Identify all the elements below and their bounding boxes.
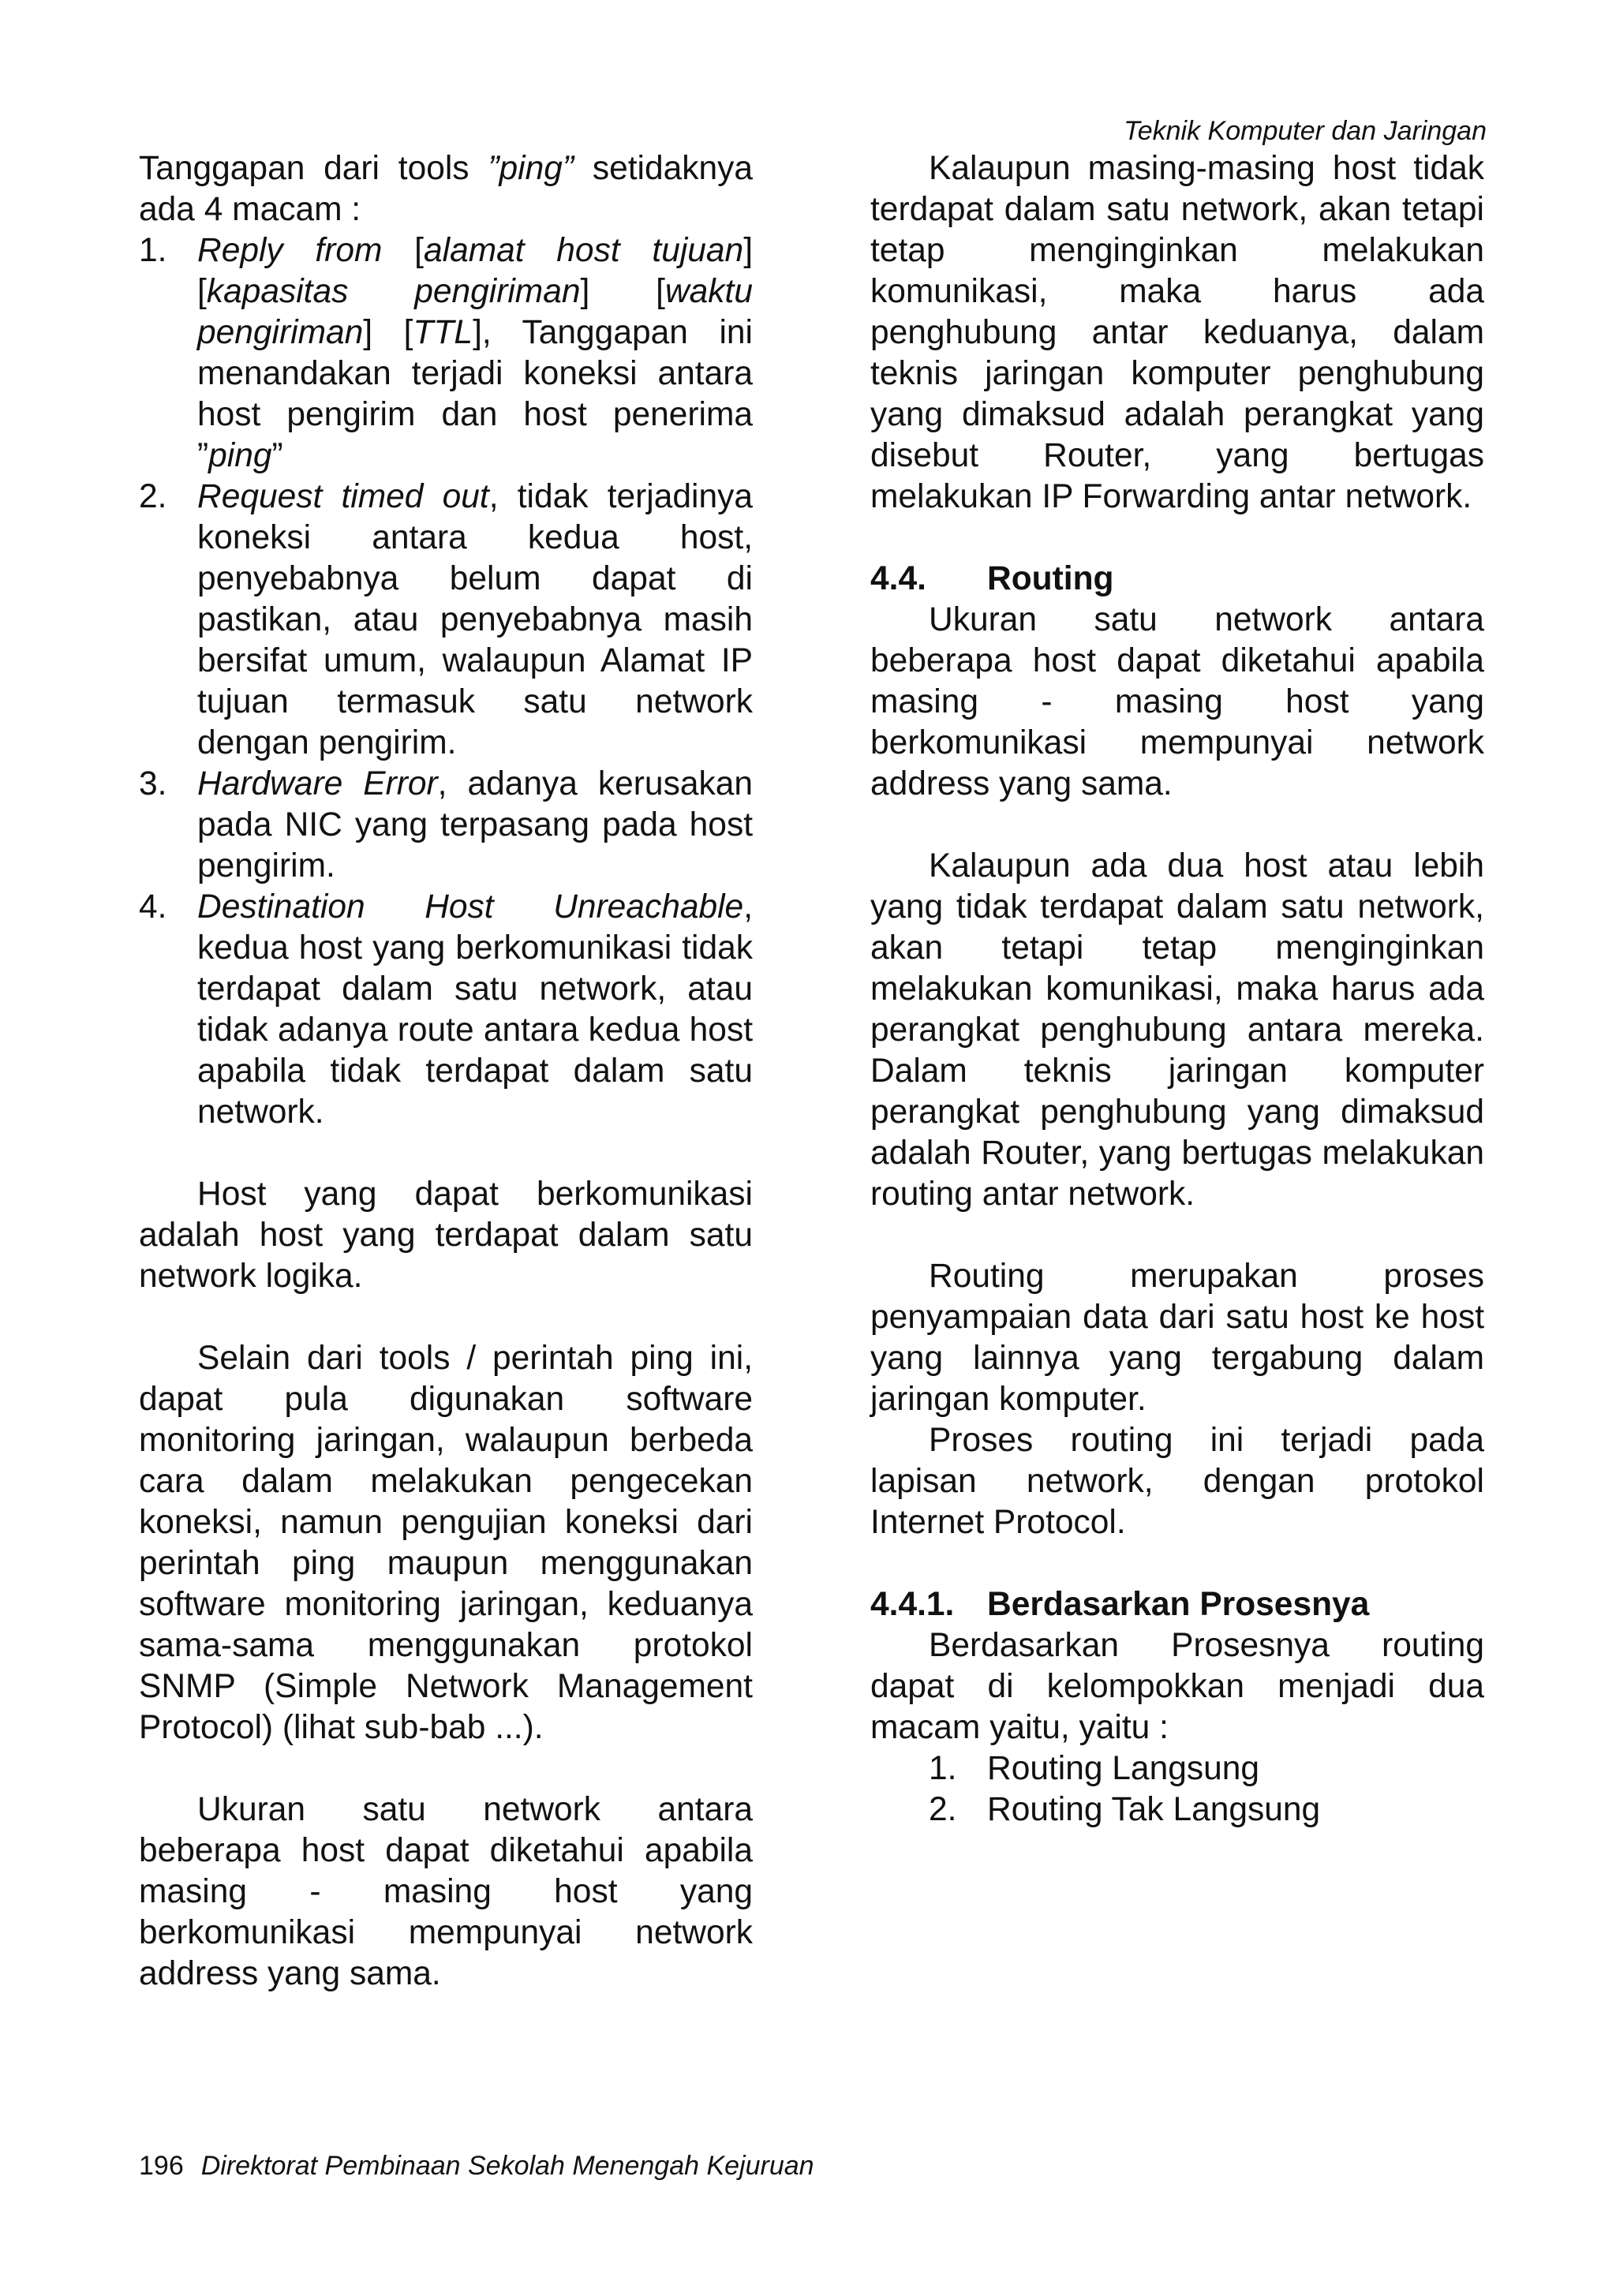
ping-term: ”ping” bbox=[488, 150, 574, 187]
list-text: ] [ bbox=[197, 232, 753, 310]
list-text: ] [ bbox=[363, 314, 413, 351]
paragraph: Proses routing ini terjadi pada lapisan network, dengan protokol Internet Protocol. bbox=[870, 1422, 1484, 1541]
list-number: 1. bbox=[929, 1750, 957, 1787]
list-text: ” bbox=[271, 437, 283, 474]
left-column bbox=[139, 148, 753, 1995]
list-text: , adanya kerusakan pada NIC yang terpasang pada host pengirim. bbox=[197, 765, 753, 884]
list-term: waktu pengiriman bbox=[197, 273, 753, 351]
list-term: Reply from bbox=[197, 232, 383, 269]
paragraph: Host yang dapat berkomunikasi adalah host yang terdapat dalam satu network logika. bbox=[139, 1176, 753, 1295]
list-item bbox=[139, 230, 753, 477]
running-head: Teknik Komputer dan Jaringan bbox=[1124, 116, 1487, 146]
paragraph: Berdasarkan Prosesnya routing dapat di kelompokkan menjadi dua macam yaitu, yaitu : bbox=[870, 1627, 1484, 1746]
paragraph: Kalaupun ada dua host atau lebih yang tidak terdapat dalam satu network, akan tetapi tetap menginginkan melakukan komunikasi, maka harus ada perangkat penghubung antara mereka. Dalam teknis jaringan komputer perangkat penghubung yang dimaksud adalah Router, yang bertugas melakukan routing antar network. bbox=[870, 847, 1484, 1213]
list-item bbox=[139, 887, 753, 1133]
list-number: 2. bbox=[929, 1791, 957, 1828]
list-item bbox=[139, 764, 753, 887]
list-term: kapasitas pengiriman bbox=[206, 273, 581, 310]
list-item bbox=[139, 477, 753, 764]
paragraph: Ukuran satu network antara beberapa host dapat diketahui apabila masing - masing host yang berkomunikasi mempunyai network address yang sama. bbox=[870, 601, 1484, 802]
right-column bbox=[870, 148, 1484, 1830]
paragraph: Kalaupun masing-masing host tidak terdapat dalam satu network, akan tetapi tetap menginginkan melakukan komunikasi, maka harus ada penghubung antar keduanya, dalam teknis jaringan komputer penghubung yang dimaksud adalah perangkat yang disebut Router, yang bertugas melakukan IP Forwarding antar network. bbox=[870, 150, 1484, 515]
list-term: Hardware Error bbox=[197, 765, 438, 802]
list-text: ] [ bbox=[580, 273, 665, 310]
list-item bbox=[870, 1748, 1484, 1789]
list-number: 2. bbox=[139, 478, 167, 515]
section-heading bbox=[870, 559, 1484, 600]
paragraph: Selain dari tools / perintah ping ini, dapat pula digunakan software monitoring jaringan, walaupun berbeda cara dalam melakukan pengecekan koneksi, namun pengujian koneksi dari perintah ping maupun menggunakan software monitoring jaringan, keduanya sama-sama menggunakan protokol SNMP (Simple Network Management Protocol) (lihat sub-bab ...). bbox=[139, 1340, 753, 1746]
list-text: ], Tanggapan ini menandakan terjadi koneksi antara host pengirim dan host penerima ” bbox=[197, 314, 753, 474]
list-term: alamat host tujuan bbox=[423, 232, 744, 269]
subsection-title: Berdasarkan Prosesnya bbox=[987, 1586, 1370, 1623]
paragraph: Ukuran satu network antara beberapa host dapat diketahui apabila masing - masing host yang berkomunikasi mempunyai network address yang sama. bbox=[139, 1791, 753, 1992]
list-term: ping bbox=[208, 437, 272, 474]
list-text: [ bbox=[382, 232, 424, 269]
list-text: Routing Tak Langsung bbox=[987, 1791, 1321, 1828]
section-number: 4.4. bbox=[870, 560, 926, 597]
paragraph: Routing merupakan proses penyampaian data dari satu host ke host yang lainnya yang tergabung dalam jaringan komputer. bbox=[870, 1258, 1484, 1418]
list-item bbox=[870, 1789, 1484, 1830]
list-term: Destination Host Unreachable bbox=[197, 888, 744, 926]
subsection-number: 4.4.1. bbox=[870, 1586, 955, 1623]
page-number: 196 bbox=[139, 2151, 184, 2181]
routing-type-list bbox=[870, 1748, 1484, 1830]
list-text: , kedua host yang berkomunikasi tidak terdapat dalam satu network, atau tidak adanya route antara kedua host apabila tidak terdapat dalam satu network. bbox=[197, 888, 753, 1131]
ping-response-list bbox=[139, 230, 753, 1133]
page-footer bbox=[139, 2150, 814, 2182]
list-number: 4. bbox=[139, 888, 167, 926]
publisher: Direktorat Pembinaan Sekolah Menengah Kejuruan bbox=[200, 2151, 814, 2181]
list-text: , tidak terjadinya koneksi antara kedua host, penyebabnya belum dapat di pastikan, atau penyebabnya masih bersifat umum, walaupun Alamat IP tujuan termasuk satu network dengan pengirim. bbox=[197, 478, 753, 761]
list-number: 1. bbox=[139, 232, 167, 269]
list-term: Request timed out bbox=[197, 478, 489, 515]
list-text: Routing Langsung bbox=[987, 1750, 1260, 1787]
intro-paragraph bbox=[139, 148, 753, 230]
intro-text: Tanggapan dari tools bbox=[139, 150, 488, 187]
list-term: TTL bbox=[413, 314, 473, 351]
subsection-heading bbox=[870, 1584, 1484, 1625]
list-number: 3. bbox=[139, 765, 167, 802]
intro-text-end: setidaknya ada 4 macam : bbox=[139, 150, 754, 228]
section-title: Routing bbox=[987, 560, 1114, 597]
